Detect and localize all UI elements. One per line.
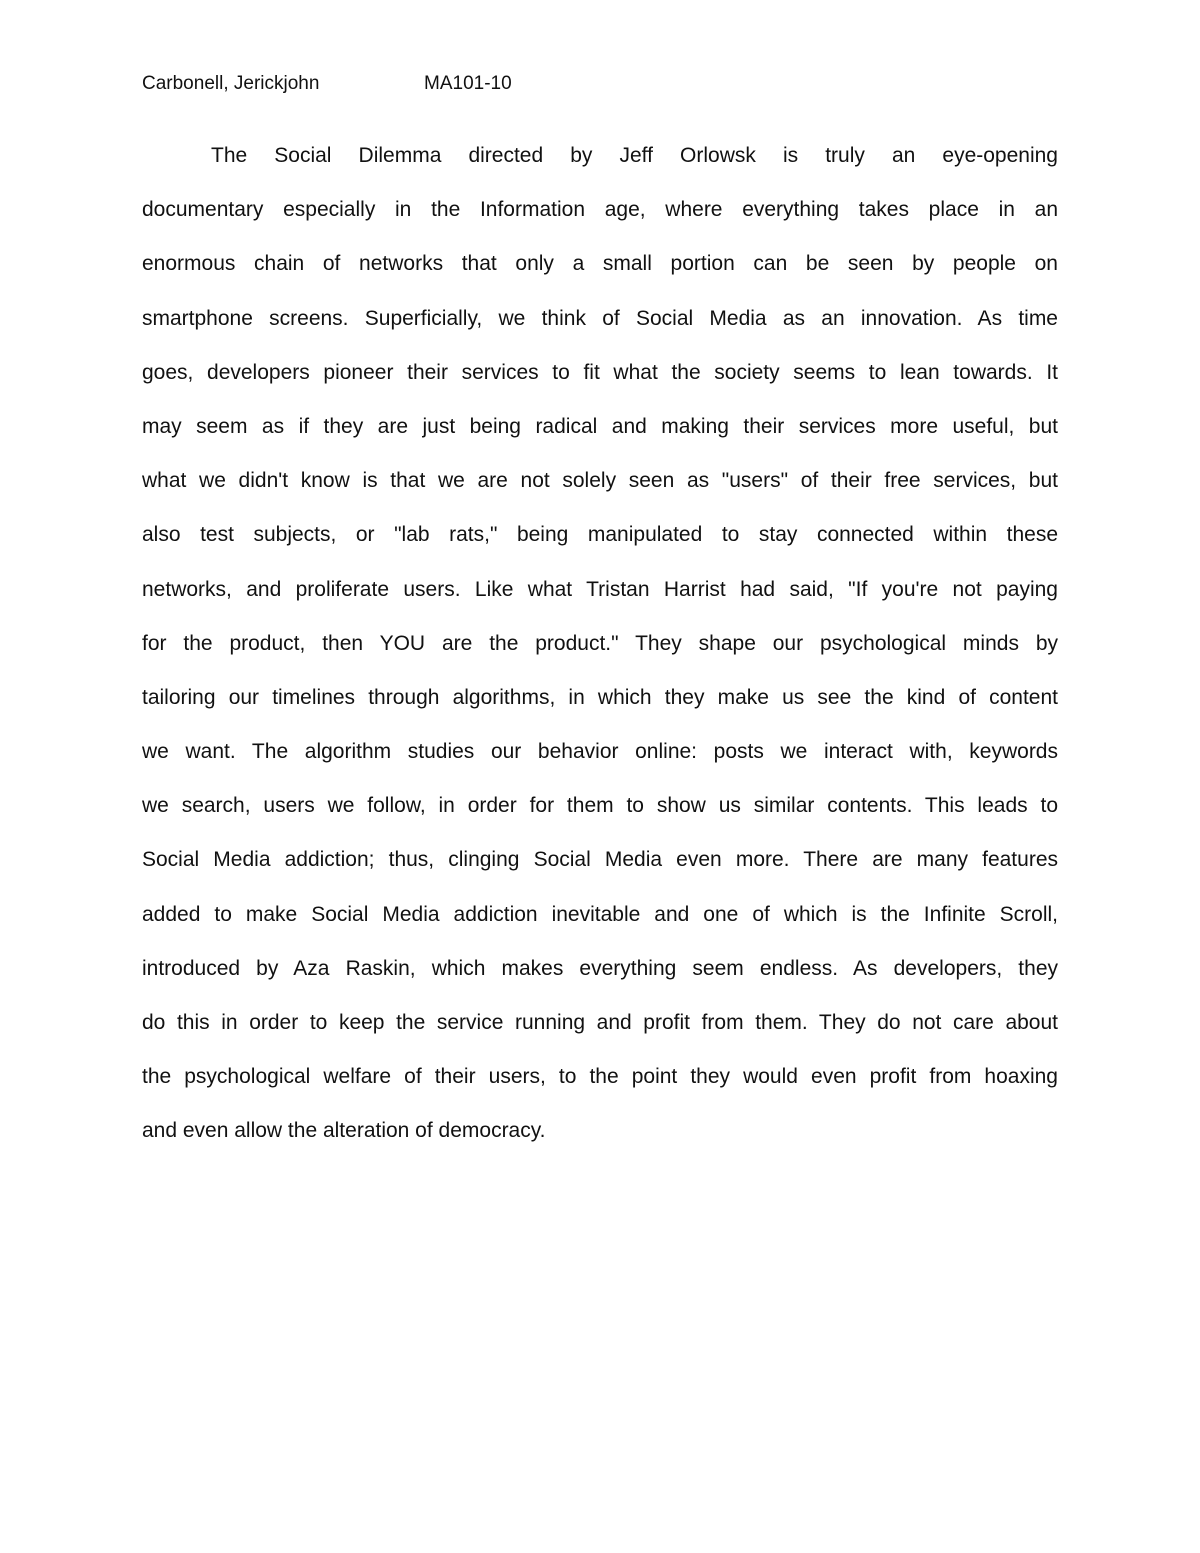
- paragraph-line: smartphone screens. Superficially, we think of Social Media as an innovation. As time: [142, 306, 1058, 330]
- paragraph-line: we want. The algorithm studies our behavior online: posts we interact with, keywords: [142, 740, 1058, 764]
- paragraph-line: also test subjects, or "lab rats," being manipulated to stay connected within these: [142, 523, 1058, 547]
- paragraph-line: goes, developers pioneer their services to fit what the society seems to lean towards. It: [142, 360, 1058, 384]
- paragraph-line: do this in order to keep the service running and profit from them. They do not care about: [142, 1011, 1058, 1034]
- paragraph-line: The Social Dilemma directed by Jeff Orlowsk is truly an eye-opening: [211, 144, 1058, 167]
- paragraph-line: and even allow the alteration of democracy.: [142, 1119, 546, 1143]
- paragraph-line: Social Media addiction; thus, clinging Social Media even more. There are many features: [142, 848, 1058, 872]
- paragraph-line: for the product, then YOU are the product." They shape our psychological minds by: [142, 631, 1058, 655]
- paragraph-line: the psychological welfare of their users, to the point they would even profit from hoaxing: [142, 1065, 1058, 1089]
- paragraph-line: enormous chain of networks that only a small portion can be seen by people on: [142, 252, 1058, 276]
- essay-paragraph: [142, 140, 1058, 1170]
- course-code: MA101-10: [424, 73, 512, 94]
- paragraph-line: what we didn't know is that we are not solely seen as "users" of their free services, but: [142, 469, 1058, 493]
- paragraph-line: may seem as if they are just being radical and making their services more useful, but: [142, 414, 1058, 438]
- paragraph-line: added to make Social Media addiction inevitable and one of which is the Infinite Scroll,: [142, 902, 1058, 926]
- paragraph-line: networks, and proliferate users. Like what Tristan Harrist had said, "If you're not paying: [142, 577, 1058, 601]
- author-name: Carbonell, Jerickjohn: [142, 73, 320, 94]
- paragraph-line: documentary especially in the Information age, where everything takes place in an: [142, 198, 1058, 222]
- paragraph-line: tailoring our timelines through algorithms, in which they make us see the kind of content: [142, 685, 1058, 709]
- paragraph-line: we search, users we follow, in order for them to show us similar contents. This leads to: [142, 794, 1058, 818]
- paragraph-line: introduced by Aza Raskin, which makes everything seem endless. As developers, they: [142, 956, 1058, 980]
